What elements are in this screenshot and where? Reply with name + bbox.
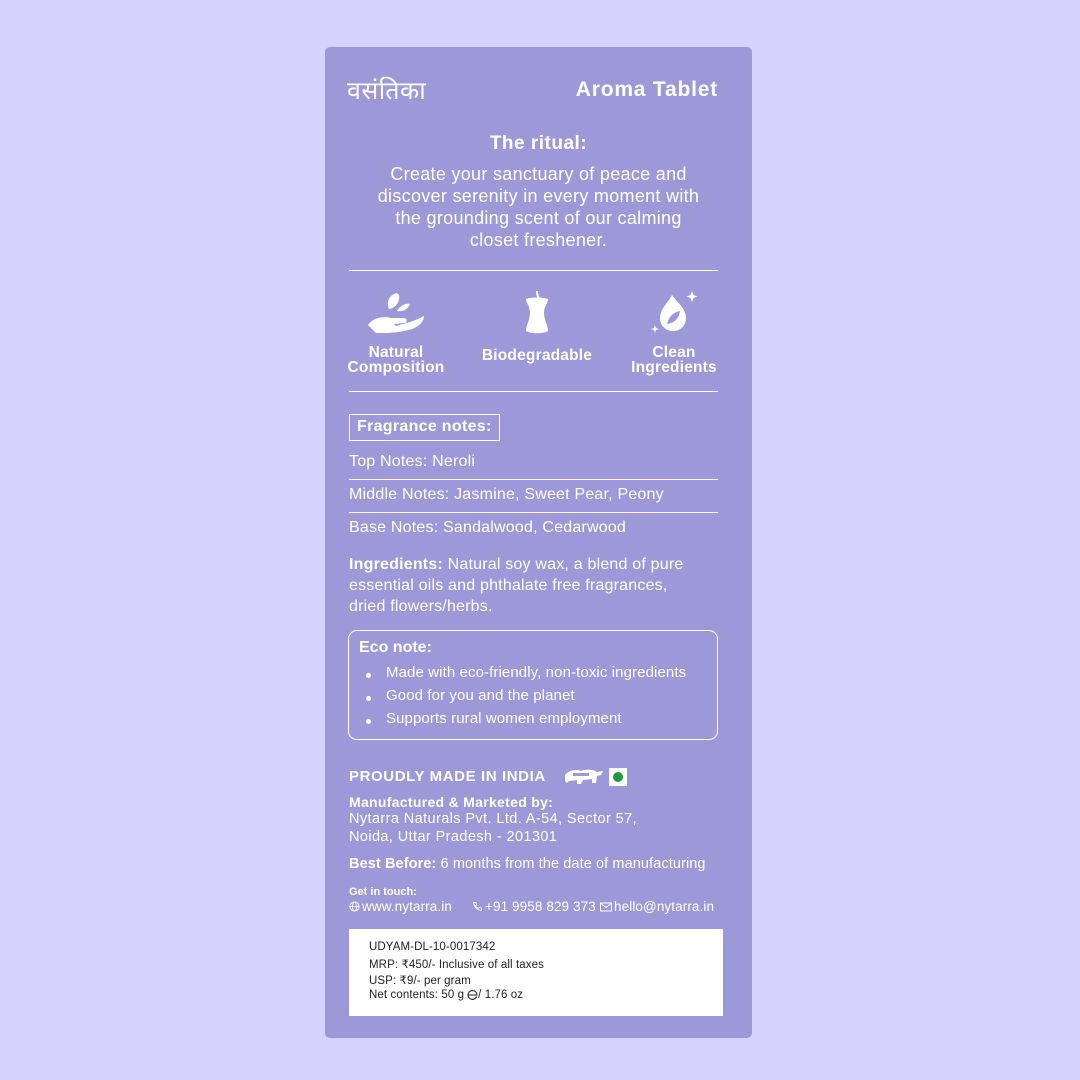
address-line: Noida, Uttar Pradesh - 201301: [349, 829, 558, 845]
eco-note-box: [348, 630, 718, 740]
vegetarian-mark-icon: [609, 768, 627, 786]
note-top: Top Notes: Neroli: [349, 453, 476, 470]
feature-label: Composition: [347, 359, 445, 376]
usp-text: USP: ₹9/- per gram: [369, 975, 471, 987]
bullet-icon: [366, 673, 371, 678]
make-in-india-lion-icon: [563, 767, 605, 787]
website-text: www.nytarra.in: [362, 899, 452, 914]
product-details-box: [349, 929, 723, 1016]
email-link[interactable]: [600, 899, 714, 914]
get-in-touch-title: Get in touch:: [349, 886, 417, 898]
apple-core-icon: [517, 289, 557, 341]
net-contents-value: Net contents: 50 g: [369, 989, 465, 1001]
manufacturer-address: [349, 810, 637, 846]
ritual-line: closet freshener.: [469, 230, 608, 250]
best-before: [349, 856, 706, 872]
ritual-line: the grounding scent of our calming: [395, 208, 682, 228]
eco-note-title: Eco note:: [359, 639, 432, 656]
phone-icon: [472, 901, 483, 912]
note-base: Base Notes: Sandalwood, Cedarwood: [349, 519, 626, 536]
divider: [349, 479, 718, 480]
feature-label: Ingredients: [631, 359, 717, 376]
hand-leaf-icon: [364, 289, 428, 339]
feature-label: Natural: [368, 344, 424, 361]
mrp-text: MRP: ₹450/- Inclusive of all taxes: [369, 959, 544, 971]
ritual-line: discover serenity in every moment with: [377, 186, 700, 206]
ingredients-text: dried flowers/herbs.: [349, 598, 493, 615]
feature-natural-composition: [340, 289, 452, 375]
fragrance-notes-title: Fragrance notes:: [349, 414, 500, 441]
divider: [349, 270, 718, 271]
eco-item: Good for you and the planet: [386, 687, 575, 704]
divider: [349, 391, 718, 392]
feature-label: Biodegradable: [481, 347, 593, 364]
feature-label: Clean: [652, 344, 696, 361]
website-link[interactable]: [349, 899, 452, 914]
feature-biodegradable: [475, 289, 599, 363]
product-label: [325, 47, 752, 1038]
globe-icon: [349, 901, 360, 912]
best-before-label: Best Before:: [349, 856, 437, 872]
manufacturer-title: Manufactured & Marketed by:: [349, 794, 554, 810]
phone-link[interactable]: [472, 899, 596, 914]
phone-text: +91 9958 829 373: [485, 899, 596, 914]
email-text: hello@nytarra.in: [614, 899, 715, 914]
bullet-icon: [366, 719, 371, 724]
eco-item: Supports rural women employment: [386, 710, 622, 727]
leaf-drop-sparkle-icon: [648, 289, 700, 339]
address-line: Nytarra Naturals Pvt. Ltd. A-54, Sector 57,: [349, 811, 637, 827]
ritual-line: Create your sanctuary of peace and: [390, 164, 687, 184]
ingredients-text: Natural soy wax, a blend of pure: [442, 556, 684, 573]
net-contents: [369, 989, 523, 1001]
ritual-title: The ritual:: [489, 133, 588, 154]
mail-icon: [600, 902, 612, 912]
ritual-description: [349, 163, 728, 251]
net-contents-oz: / 1.76 oz: [478, 989, 524, 1001]
product-name: Aroma Tablet: [575, 78, 718, 101]
feature-clean-ingredients: [621, 289, 727, 375]
ingredients-label: Ingredients:: [349, 556, 443, 573]
eco-item: Made with eco-friendly, non-toxic ingredients: [386, 664, 687, 681]
best-before-value: 6 months from the date of manufacturing: [436, 856, 706, 872]
ingredients: [349, 554, 719, 617]
made-in-india-text: PROUDLY MADE IN INDIA: [349, 768, 546, 785]
estimated-sign-icon: [467, 990, 478, 1000]
udyam-number: UDYAM-DL-10-0017342: [369, 941, 496, 953]
brand-logo: वसंतिका: [347, 76, 427, 105]
note-middle: Middle Notes: Jasmine, Sweet Pear, Peony: [349, 486, 664, 503]
ingredients-text: essential oils and phthalate free fragrances,: [349, 577, 668, 594]
divider: [349, 512, 718, 513]
bullet-icon: [366, 696, 371, 701]
